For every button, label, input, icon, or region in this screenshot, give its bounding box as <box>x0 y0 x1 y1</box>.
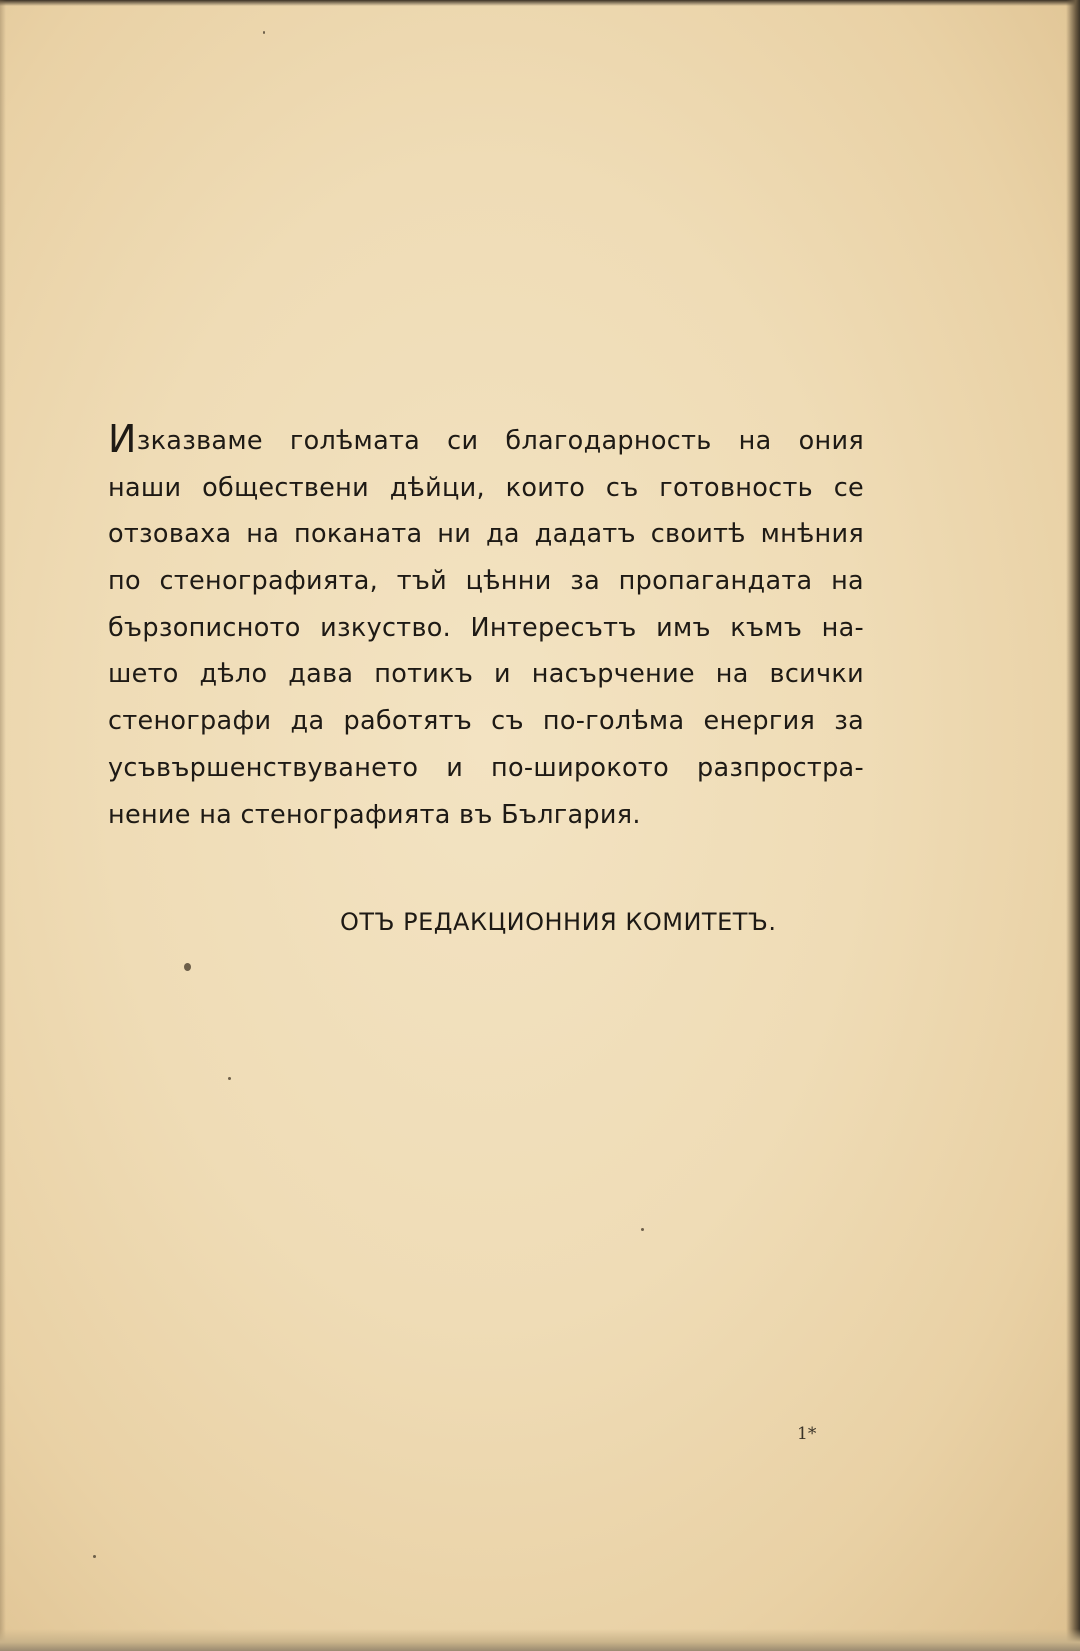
paper-speck <box>641 1228 644 1231</box>
page-left-edge <box>0 0 6 1651</box>
page-bottom-edge <box>0 1629 1080 1651</box>
paragraph-line <box>108 418 864 465</box>
paragraph-line: наши обществени дѣйци, които съ готовность се <box>108 472 864 503</box>
paper-speck <box>263 31 265 34</box>
page-right-edge <box>1066 0 1080 1651</box>
paragraph-line: усъвършенствуването и по-широкото разпростра- <box>108 752 864 783</box>
paragraph-line: отзоваха на поканата ни да дадатъ своитѣ мнѣния <box>108 519 864 550</box>
drop-cap: И <box>108 417 137 461</box>
signature: ОТЪ РЕДАКЦИОННИЯ КОМИТЕТЪ. <box>340 908 777 936</box>
page-top-edge <box>0 0 1080 6</box>
paragraph-line: стенографи да работятъ съ по-голѣма енергия за <box>108 706 864 737</box>
paragraph-line: шето дѣло дава потикъ и насърчение на всички <box>108 659 864 690</box>
paper-speck <box>93 1555 96 1558</box>
page-number: 1* <box>797 1424 817 1444</box>
paper-speck <box>228 1077 231 1080</box>
paragraph-line: бързописното изкуство. Интересътъ имъ къмъ на- <box>108 612 864 643</box>
paragraph-line: по стенографията, тъй цѣнни за пропагандата на <box>108 566 864 597</box>
acknowledgement-paragraph <box>108 418 864 838</box>
paragraph-line-text: зказваме голѣмата си благодарность на ония <box>136 426 864 456</box>
paragraph-line: нение на стенографията въ България. <box>108 799 641 830</box>
paper-speck <box>184 963 191 971</box>
